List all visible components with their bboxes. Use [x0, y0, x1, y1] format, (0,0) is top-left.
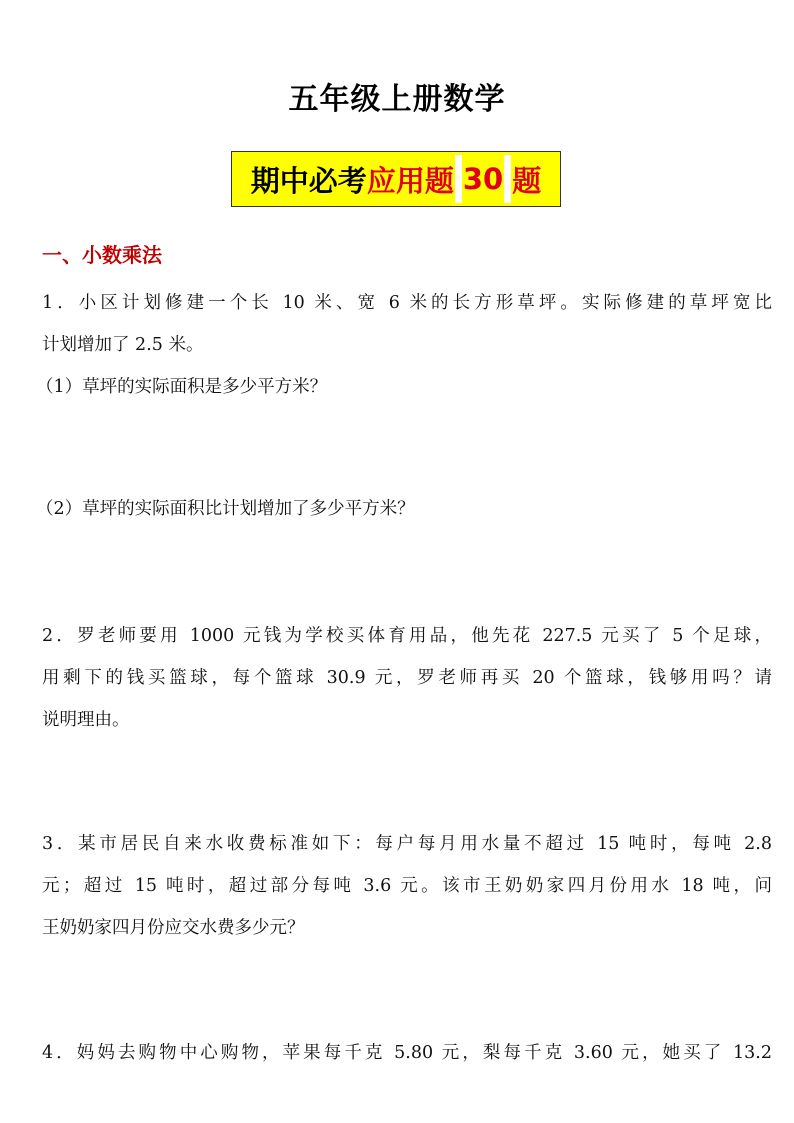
question-1-sub-1: （1）草坪的实际面积是多少平方米？	[36, 377, 328, 397]
question-4-line-1: 4．妈妈去购物中心购物，苹果每千克 5.80 元，梨每千克 3.60 元，她买了 13.2	[42, 1043, 772, 1063]
subtitle-part-red: 应用题	[366, 163, 454, 198]
question-1-sub-2: （2）草坪的实际面积比计划增加了多少平方米？	[36, 499, 415, 519]
section-heading: 一、小数乘法	[42, 243, 162, 267]
question-1-line-1: 1．小区计划修建一个长 10 米、宽 6 米的长方形草坪。实际修建的草坪宽比	[42, 293, 772, 313]
page-title: 五年级上册数学	[288, 82, 506, 117]
question-3-line-1: 3．某市居民自来水收费标准如下：每户每月用水量不超过 15 吨时，每吨 2.8	[42, 834, 772, 854]
question-3-line-3: 王奶奶家四月份应交水费多少元？	[42, 918, 305, 938]
question-2-line-3: 说明理由。	[42, 710, 130, 730]
subtitle-divider	[504, 155, 511, 203]
question-2-line-2: 用剩下的钱买篮球，每个篮球 30.9 元，罗老师再买 20 个篮球，钱够用吗？请	[42, 668, 772, 688]
subtitle-banner	[231, 151, 561, 207]
question-1-line-2: 计划增加了 2.5 米。	[42, 335, 204, 355]
question-2-line-1: 2．罗老师要用 1000 元钱为学校买体育用品，他先花 227.5 元买了 5 个足球，	[42, 626, 772, 646]
subtitle-part-red-end: 题	[512, 163, 542, 198]
subtitle-number: 30	[462, 162, 504, 196]
subtitle-part-black: 期中必考	[250, 163, 367, 198]
question-3-line-2: 元；超过 15 吨时，超过部分每吨 3.6 元。该市王奶奶家四月份用水 18 吨，问	[42, 876, 772, 896]
subtitle-divider	[455, 155, 462, 203]
